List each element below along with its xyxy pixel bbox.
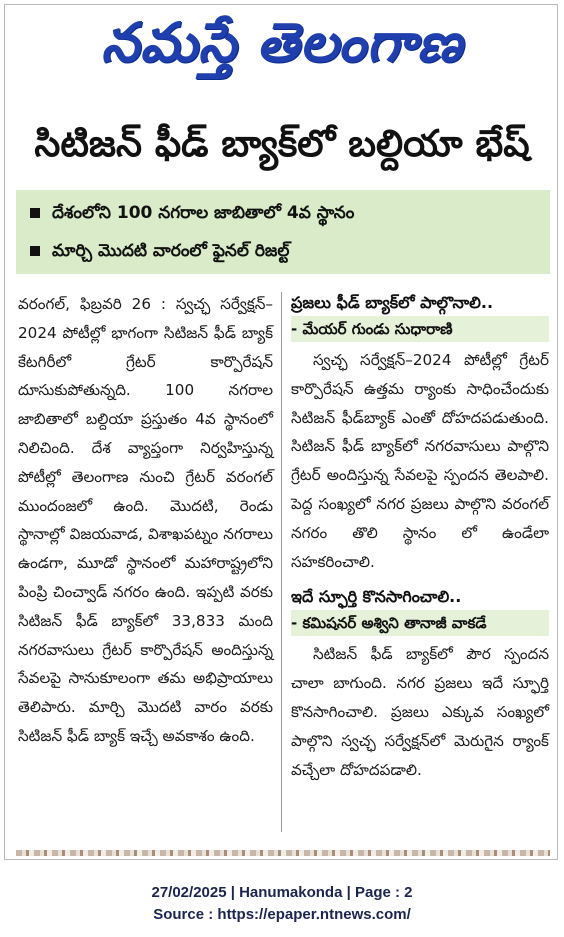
highlight-text: దేశంలోని 100 నగరాల జాబితాలో 4వ స్థానం	[52, 203, 355, 223]
quote-text: స్వచ్ఛ సర్వేక్షన్–2024 పోటీల్లో గ్రేటర్ కార్పొరేషన్ ఉత్తమ ర్యాంకు సాధించేందుకు సిటిజన్ ఫీడ్‌బ్యాక్ ఎంతో దోహదపడుతుంది. సిటిజన్ ఫీడ్ బ్యాక్‌లో నగరవాసులు పాల్గొని గ్రేటర్ అందిస్తున్న సేవలపై స్పందన తెలపాలి. పెద్ద సంఖ్యలో నగర ప్రజలు పాల్గొని వరంగల్ నగరం తొలి స్థానం లో ఉండేలా సహకరించాలి.	[291, 351, 549, 571]
article-headline: సిటిజన్ ఫీడ్ బ్యాక్‌లో బల్దియా భేష్	[34, 122, 530, 165]
quote-byline: - కమిషనర్ అశ్విని తానాజీ వాకడే	[291, 614, 487, 633]
highlight-item	[30, 234, 289, 268]
quote-heading: ఇదే స్ఫూర్తి కొనసాగించాలి..	[291, 587, 462, 607]
footer-date-line: 27/02/2025 | Hanumakonda | Page : 2	[151, 884, 413, 901]
quote-heading: ప్రజలు ఫీడ్ బ్యాక్‌లో పాల్గొనాలి..	[291, 293, 494, 312]
byline-bar	[291, 610, 549, 636]
footer-source-line[interactable]: Source : https://epaper.ntnews.com/	[153, 906, 411, 923]
quote-byline: - మేయర్ గుండు సుధారాణి	[291, 320, 453, 338]
highlight-item	[30, 196, 354, 230]
column-divider	[281, 292, 282, 832]
newspaper-masthead: నమస్తే తెలంగాణ	[101, 10, 463, 74]
highlights-box	[16, 190, 550, 274]
quotes-column	[291, 290, 549, 792]
byline-bar	[291, 316, 549, 342]
highlight-text: మార్చి మొదటి వారంలో ఫైనల్ రిజల్ట్	[52, 241, 290, 261]
article-body: వరంగల్, ఫిబ్రవరి 26 : స్వచ్ఛ సర్వేక్షన్–2024 పోటీల్లో భాగంగా సిటిజన్ ఫీడ్ బ్యాక్ కేటగిరీలో గ్రేటర్ కార్పొరేషన్ దూసుకుపోతున్నది. 100 నగరాల జాబితాలో బల్దియా ప్రస్తుతం 4వ స్థానంలో నిలిచింది. దేశ వ్యాప్తంగా నిర్వహిస్తున్న పోటీల్లో తెలంగాణ నుంచి గ్రేటర్ వరంగల్ ముందంజలో ఉంది. మొదటి, రెండు స్థానాల్లో విజయవాడ, విశాఖపట్నం నగరాలు ఉండగా, మూడో స్థానంలో మహారాష్ట్రలోని పింప్రి చించ్వాడ్ నగరం ఉంది. ఇప్పటి వరకు సిటిజన్ ఫీడ్ బ్యాక్‌లో 33,833 మంది నగరవాసులు గ్రేటర్ కార్పొరేషన్ అందిస్తున్న సేవలపై సానుకూలంగా తమ అభిప్రాయాలు తెలిపారు. మార్చి మొదటి వారం వరకు సిటిజన్ ఫీడ్ బ్యాక్ ఇచ్చే అవకాశం ఉంది.	[18, 295, 273, 745]
page-edge-strip	[16, 850, 550, 856]
bullet-square-icon	[30, 246, 40, 256]
bullet-square-icon	[30, 208, 40, 218]
quote-text: సిటిజన్ ఫీడ్ బ్యాక్‌లో పౌర స్పందన చాలా బాగుంది. నగర ప్రజలు ఇదే స్ఫూర్తి కొనసాగించాలి. ప్రజలు ఎక్కువ సంఖ్యలో పాల్గొని స్వచ్ఛ సర్వేక్షన్‌లో మెరుగైన ర్యాంక్ వచ్చేలా దోహదపడాలి.	[291, 645, 549, 779]
source-footer	[0, 882, 564, 926]
